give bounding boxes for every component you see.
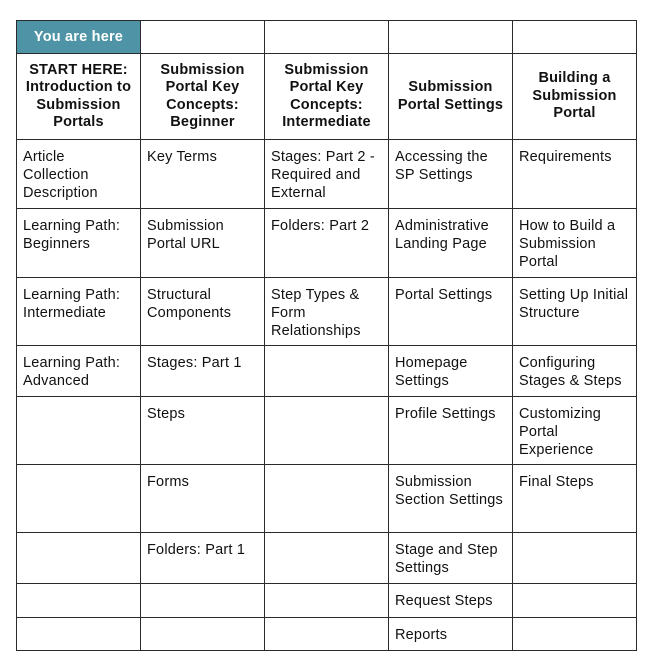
empty-cell bbox=[265, 618, 389, 651]
table-cell: Stages: Part 1 bbox=[141, 346, 265, 397]
header-row bbox=[17, 54, 637, 140]
table-cell: Steps bbox=[141, 397, 265, 465]
table-body bbox=[17, 140, 637, 651]
learning-path-table bbox=[16, 20, 637, 651]
table-row bbox=[17, 584, 637, 618]
empty-cell bbox=[389, 21, 513, 54]
table-cell: Submission Portal URL bbox=[141, 209, 265, 278]
empty-cell bbox=[17, 465, 141, 533]
table-cell: How to Build a Submission Portal bbox=[513, 209, 637, 278]
table-cell: Learning Path: Advanced bbox=[17, 346, 141, 397]
empty-cell bbox=[513, 618, 637, 651]
table-row bbox=[17, 397, 637, 465]
column-header: Submission Portal Key Concepts: Beginner bbox=[141, 54, 265, 140]
empty-cell bbox=[141, 618, 265, 651]
empty-cell bbox=[265, 533, 389, 584]
table-cell: Step Types & Form Relationships bbox=[265, 278, 389, 346]
table-row bbox=[17, 618, 637, 651]
table-cell: Folders: Part 1 bbox=[141, 533, 265, 584]
empty-cell bbox=[141, 21, 265, 54]
empty-cell bbox=[17, 618, 141, 651]
table-cell: Setting Up Initial Structure bbox=[513, 278, 637, 346]
table-cell: Article Collection Description bbox=[17, 140, 141, 209]
empty-cell bbox=[17, 533, 141, 584]
empty-cell bbox=[513, 533, 637, 584]
table-cell: Submission Section Settings bbox=[389, 465, 513, 533]
column-header: Submission Portal Key Concepts: Intermediate bbox=[265, 54, 389, 140]
column-header: START HERE: Introduction to Submission Portals bbox=[17, 54, 141, 140]
table-cell: Forms bbox=[141, 465, 265, 533]
table-row bbox=[17, 140, 637, 209]
table-row bbox=[17, 465, 637, 533]
table-cell: Requirements bbox=[513, 140, 637, 209]
table-cell: Portal Settings bbox=[389, 278, 513, 346]
table-cell: Stage and Step Settings bbox=[389, 533, 513, 584]
table-cell: Request Steps bbox=[389, 584, 513, 618]
table-row bbox=[17, 533, 637, 584]
empty-cell bbox=[265, 397, 389, 465]
table-row bbox=[17, 346, 637, 397]
table-cell: Learning Path: Beginners bbox=[17, 209, 141, 278]
table-cell: Final Steps bbox=[513, 465, 637, 533]
column-header: Building a Submission Portal bbox=[513, 54, 637, 140]
empty-cell bbox=[513, 584, 637, 618]
table-cell: Administrative Landing Page bbox=[389, 209, 513, 278]
column-header: Submission Portal Settings bbox=[389, 54, 513, 140]
empty-cell bbox=[17, 397, 141, 465]
marker-row bbox=[17, 21, 637, 54]
table-cell: Accessing the SP Settings bbox=[389, 140, 513, 209]
table-cell: Reports bbox=[389, 618, 513, 651]
table-cell: Folders: Part 2 bbox=[265, 209, 389, 278]
table-cell: Learning Path: Intermediate bbox=[17, 278, 141, 346]
table-cell: Homepage Settings bbox=[389, 346, 513, 397]
empty-cell bbox=[265, 584, 389, 618]
table-row bbox=[17, 278, 637, 346]
table-cell: Configuring Stages & Steps bbox=[513, 346, 637, 397]
empty-cell bbox=[265, 21, 389, 54]
empty-cell bbox=[265, 346, 389, 397]
table-cell: Structural Components bbox=[141, 278, 265, 346]
empty-cell bbox=[17, 584, 141, 618]
table-cell: Stages: Part 2 - Required and External bbox=[265, 140, 389, 209]
empty-cell bbox=[265, 465, 389, 533]
table-cell: Profile Settings bbox=[389, 397, 513, 465]
table-row bbox=[17, 209, 637, 278]
you-are-here-badge: You are here bbox=[17, 21, 141, 54]
table-cell: Key Terms bbox=[141, 140, 265, 209]
empty-cell bbox=[513, 21, 637, 54]
table-cell: Customizing Portal Experience bbox=[513, 397, 637, 465]
empty-cell bbox=[141, 584, 265, 618]
